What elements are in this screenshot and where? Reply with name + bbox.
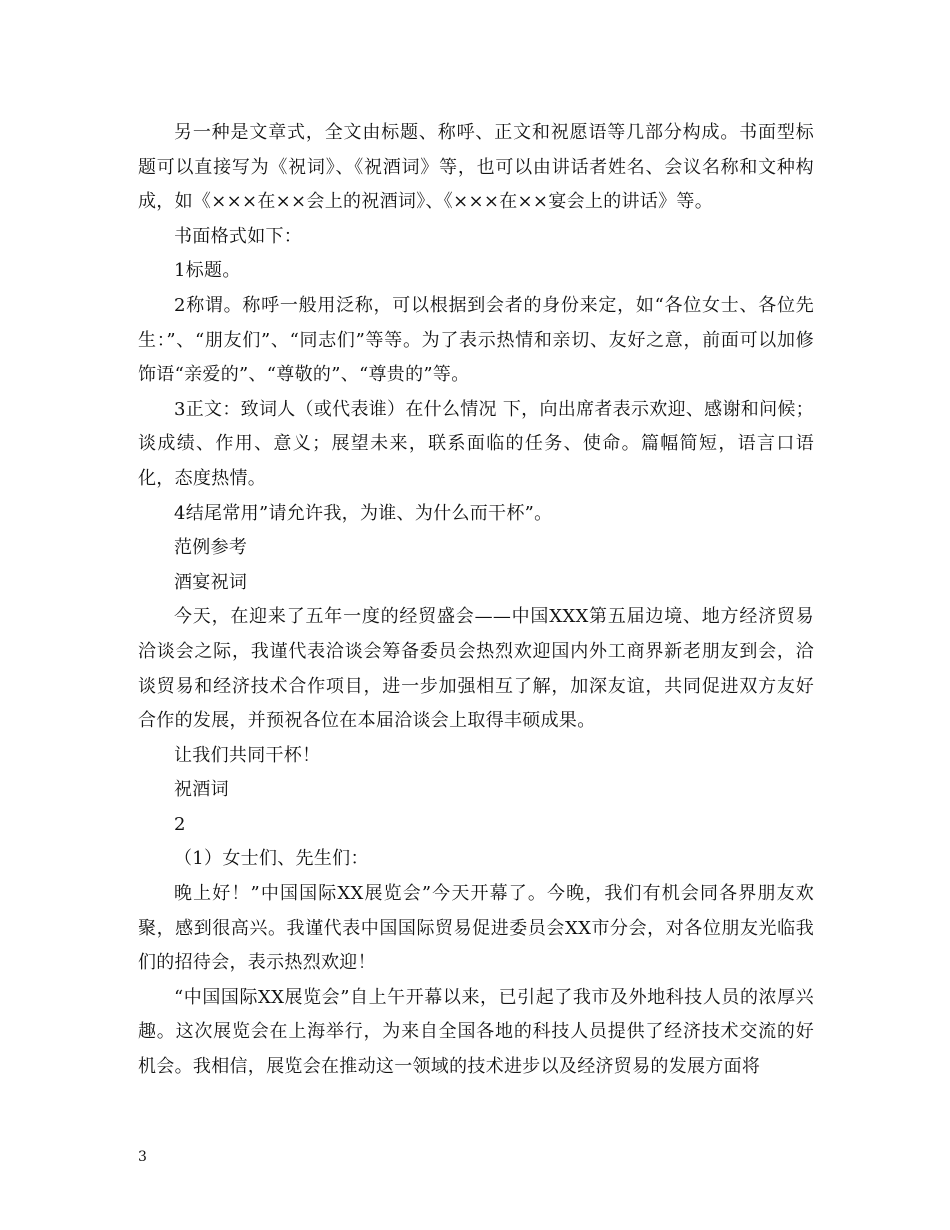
paragraph-format-heading: 书面格式如下： — [174, 225, 303, 247]
paragraph-exhibition-remarks: “中国国际XX展览会”自上午开幕以来，已引起了我市及外地科技人员的浓厚兴趣。这次展览会在上海举行，为来自全国各地的科技人员提供了经济技术交流的好机会。我相信，展览会在推动这一领域的技术进步以及经济贸易的发展方面将 — [138, 986, 814, 1078]
paragraph-banquet-toast-body: 今天，在迎来了五年一度的经贸盛会——中国XXX第五届边境、地方经济贸易洽谈会之际，我谨代表洽谈会筹备委员会热烈欢迎国内外工商界新老朋友到会，洽谈贸易和经济技术合作项目，进一步加强相互了解，加深友谊，共同促进双方友好合作的发展，并预祝各位在本届洽谈会上取得丰硕成果。 — [138, 606, 814, 732]
paragraph-example-number: 2 — [174, 813, 186, 835]
paragraph-cheers-line: 让我们共同干杯！ — [174, 744, 321, 766]
document-body — [138, 116, 814, 1085]
paragraph-toast-speech-title: 祝酒词 — [174, 779, 229, 801]
page-number: 3 — [138, 1149, 147, 1165]
paragraph-item-salutation: 2称谓。称呼一般用泛称，可以根据到会者的身份来定，如“各位女士、各位先生：”、“朋友们”、“同志们”等等。为了表示热情和亲切、友好之意，前面可以加修饰语“亲爱的”、“尊敬的”、“尊贵的”等。 — [138, 294, 814, 386]
paragraph-item-body: 3正文：致词人（或代表谁）在什么情况 下，向出席者表示欢迎、感谢和问候；谈成绩、作用、意义；展望未来，联系面临的任务、使命。篇幅简短，语言口语化，态度热情。 — [138, 398, 814, 489]
paragraph-item-ending: 4结尾常用”请允许我，为谁、为什么而干杯”。 — [174, 502, 553, 524]
paragraph-greeting-line: （1）女士们、先生们： — [174, 848, 369, 870]
paragraph-opening-remarks: 晚上好！”中国国际XX展览会”今天开幕了。今晚，我们有机会同各界朋友欢聚，感到很高兴。我谨代表中国国际贸易促进委员会XX市分会，对各位朋友光临我们的招待会，表示热烈欢迎！ — [138, 883, 814, 974]
paragraph-intro-article-style: 另一种是文章式，全文由标题、称呼、正文和祝愿语等几部分构成。书面型标题可以直接写为《祝词》、《祝酒词》等，也可以由讲话者姓名、会议名称和文种构成，如《×××在××会上的祝酒词》、《×××在××宴会上的讲话》等。 — [138, 122, 814, 213]
paragraph-examples-heading: 范例参考 — [174, 537, 248, 559]
paragraph-banquet-toast-title: 酒宴祝词 — [174, 571, 248, 593]
paragraph-item-title: 1标题。 — [174, 260, 241, 282]
